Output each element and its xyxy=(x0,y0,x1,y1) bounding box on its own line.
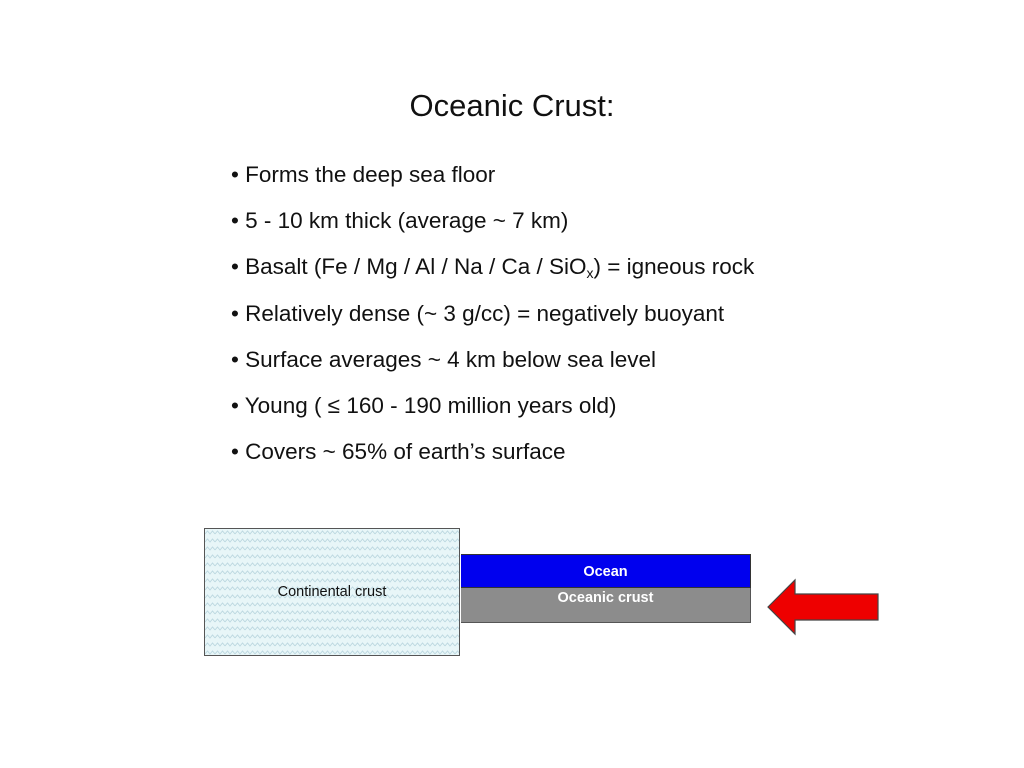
bullet-item xyxy=(231,250,754,296)
slide-title: Oceanic Crust: xyxy=(409,88,615,123)
subscript-x: x xyxy=(586,265,594,282)
bullet-text: ) = igneous rock xyxy=(593,254,755,280)
ocean-label: Ocean xyxy=(583,564,628,580)
left-arrow-icon xyxy=(766,578,880,638)
oceanic-crust-layer xyxy=(461,588,751,623)
bullet-item: • Relatively dense (~ 3 g/cc) = negatively buoyant xyxy=(231,300,725,326)
bullet-list xyxy=(231,158,754,481)
oceanic-crust-label: Oceanic crust xyxy=(557,590,654,606)
continental-crust-label: Continental crust xyxy=(277,584,387,600)
bullet-item: • Forms the deep sea floor xyxy=(231,162,496,187)
ocean-layer xyxy=(461,554,751,588)
continental-crust-block xyxy=(204,528,460,656)
bullet-item: • Young ( ≤ 160 - 190 million years old) xyxy=(231,392,617,418)
bullet-item: • Surface averages ~ 4 km below sea level xyxy=(231,346,656,372)
bullet-text: • Basalt (Fe / Mg / Al / Na / Ca / SiO xyxy=(231,254,587,280)
bullet-item: • Covers ~ 65% of earth’s surface xyxy=(231,439,566,465)
arrow-shape xyxy=(768,580,878,634)
bullet-item: • 5 - 10 km thick (average ~ 7 km) xyxy=(231,208,569,234)
